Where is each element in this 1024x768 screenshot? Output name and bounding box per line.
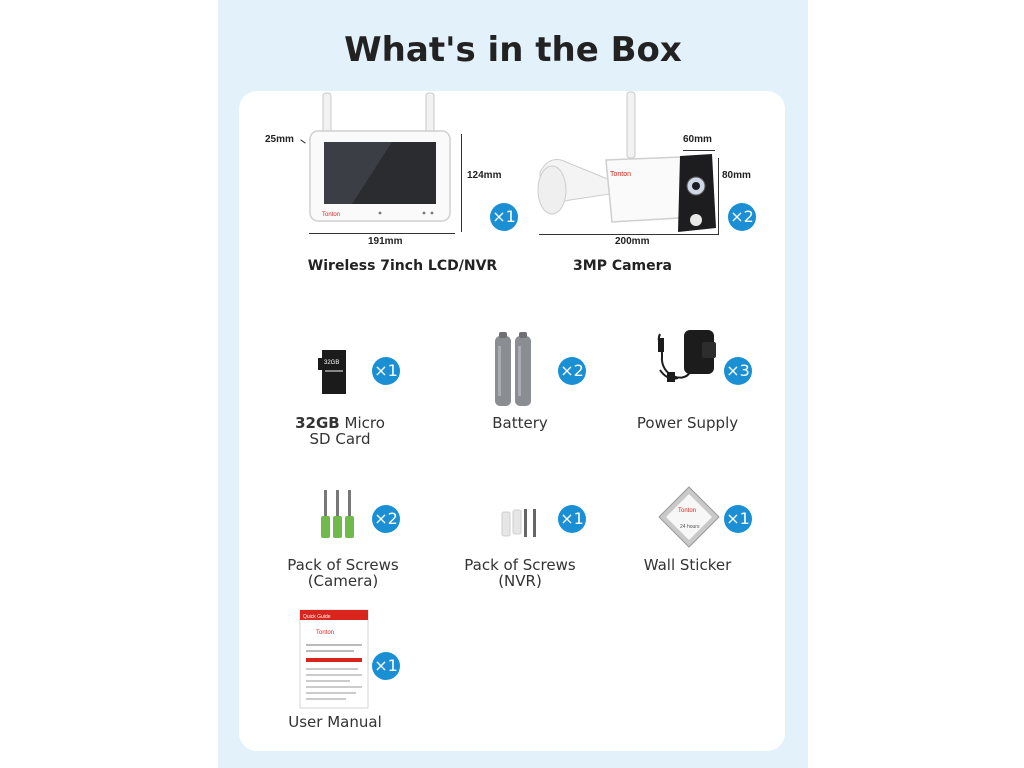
item-label: Pack of Screws (NVR) — [464, 556, 576, 590]
sticker-brand: Tonton — [678, 508, 697, 514]
page-title: What's in the Box — [344, 30, 682, 70]
item-label: User Manual — [288, 713, 382, 731]
qty-badge: ×1 — [372, 357, 400, 385]
nvr-depth-dim: 25mm — [265, 134, 294, 145]
item-label: Wall Sticker — [643, 556, 732, 574]
nvr-height-line — [461, 134, 462, 232]
item-label: Battery — [492, 414, 548, 432]
cam-lens-line — [683, 150, 715, 151]
sd-capacity: 32GB — [324, 360, 340, 366]
item-label: Power Supply — [636, 414, 739, 432]
camera-brand: Tonton — [610, 171, 632, 178]
nvr-brand: Tonton — [322, 212, 341, 218]
item-label: Pack of Screws (Camera) — [287, 556, 399, 590]
qty-badge: ×1 — [724, 505, 752, 533]
cam-height-dim: 80mm — [722, 170, 751, 181]
manual-title: Quick Guide — [303, 614, 331, 620]
item-label: 3MP Camera — [573, 258, 672, 274]
cam-length-dim: 200mm — [615, 236, 650, 247]
nvr-width-dim: 191mm — [368, 236, 403, 247]
qty-badge: ×1 — [558, 505, 586, 533]
item-label: 32GB Micro SD Card — [295, 414, 385, 448]
manual-brand: Tonton — [316, 630, 335, 636]
cam-height-line — [718, 158, 719, 234]
sticker-text: 24 hours — [680, 524, 700, 530]
item-label: Wireless 7inch LCD/NVR — [307, 258, 498, 274]
nvr-height-dim: 124mm — [467, 170, 502, 181]
qty-badge: ×3 — [724, 357, 752, 385]
cam-lens-dim: 60mm — [683, 134, 712, 145]
qty-badge: ×1 — [490, 203, 518, 231]
qty-badge: ×2 — [372, 505, 400, 533]
qty-badge: ×1 — [372, 652, 400, 680]
cam-length-line — [539, 234, 719, 235]
qty-badge: ×2 — [728, 203, 756, 231]
qty-badge: ×2 — [558, 357, 586, 385]
nvr-width-line — [309, 233, 455, 234]
